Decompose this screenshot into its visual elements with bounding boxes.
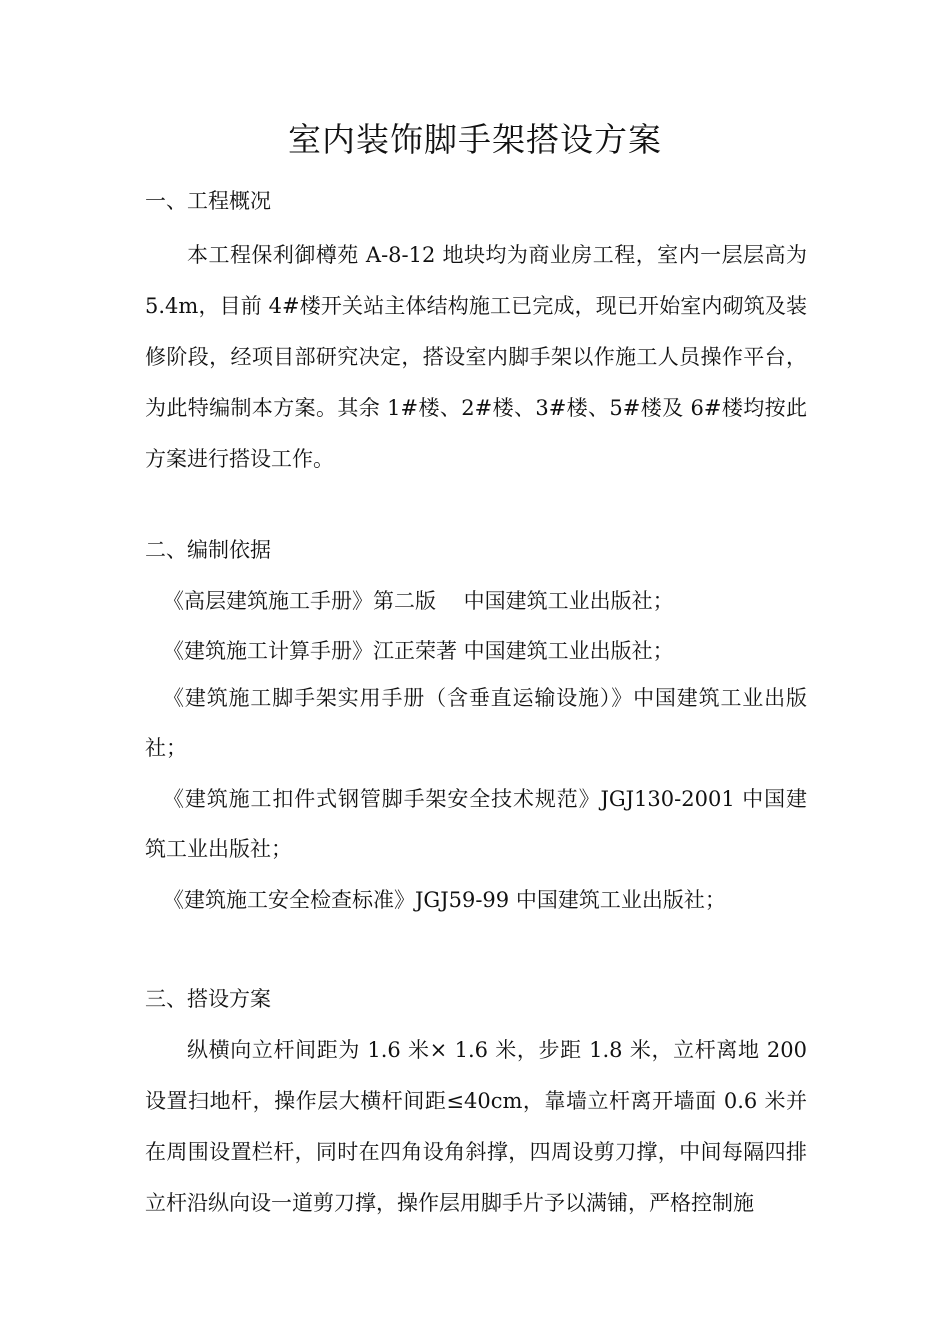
section-heading-scheme: 三、搭设方案 <box>145 987 271 1011</box>
section-heading-basis: 二、编制依据 <box>145 538 271 562</box>
reference-item: 《建筑施工扣件式钢管脚手架安全技术规范》JGJ130-2001 中国建筑工业出版社； <box>145 787 807 861</box>
section-paragraph-overview: 本工程保利御樽苑 A-8-12 地块均为商业房工程，室内一层层高为 5.4m，目前 4#楼开关站主体结构施工已完成，现已开始室内砌筑及装修阶段，经项目部研究决定，搭设室内脚手架以作施工人员操作平台，为此特编制本方案。其余 1#楼、2#楼、3#楼、5#楼及 6#楼均按此方案进行搭设工作。 <box>145 243 807 471</box>
document-title: 室内装饰脚手架搭设方案 <box>288 120 662 159</box>
reference-item: 《高层建筑施工手册》第二版 中国建筑工业出版社； <box>163 589 674 613</box>
reference-item: 《建筑施工脚手架实用手册（含垂直运输设施）》中国建筑工业出版社； <box>145 686 807 760</box>
reference-item: 《建筑施工安全检查标准》JGJ59-99 中国建筑工业出版社； <box>163 888 726 912</box>
reference-item: 《建筑施工计算手册》江正荣著 中国建筑工业出版社； <box>163 639 674 663</box>
section-paragraph-scheme: 纵横向立杆间距为 1.6 米× 1.6 米，步距 1.8 米，立杆离地 200 设置扫地杆，操作层大横杆间距≤40cm，靠墙立杆离开墙面 0.6 米并在周围设置栏杆，同时在四角设角斜撑，四周设剪刀撑，中间每隔四排立杆沿纵向设一道剪刀撑，操作层用脚手片予以满铺，严格控制施 <box>145 1038 807 1215</box>
section-heading-overview: 一、工程概况 <box>145 189 271 213</box>
